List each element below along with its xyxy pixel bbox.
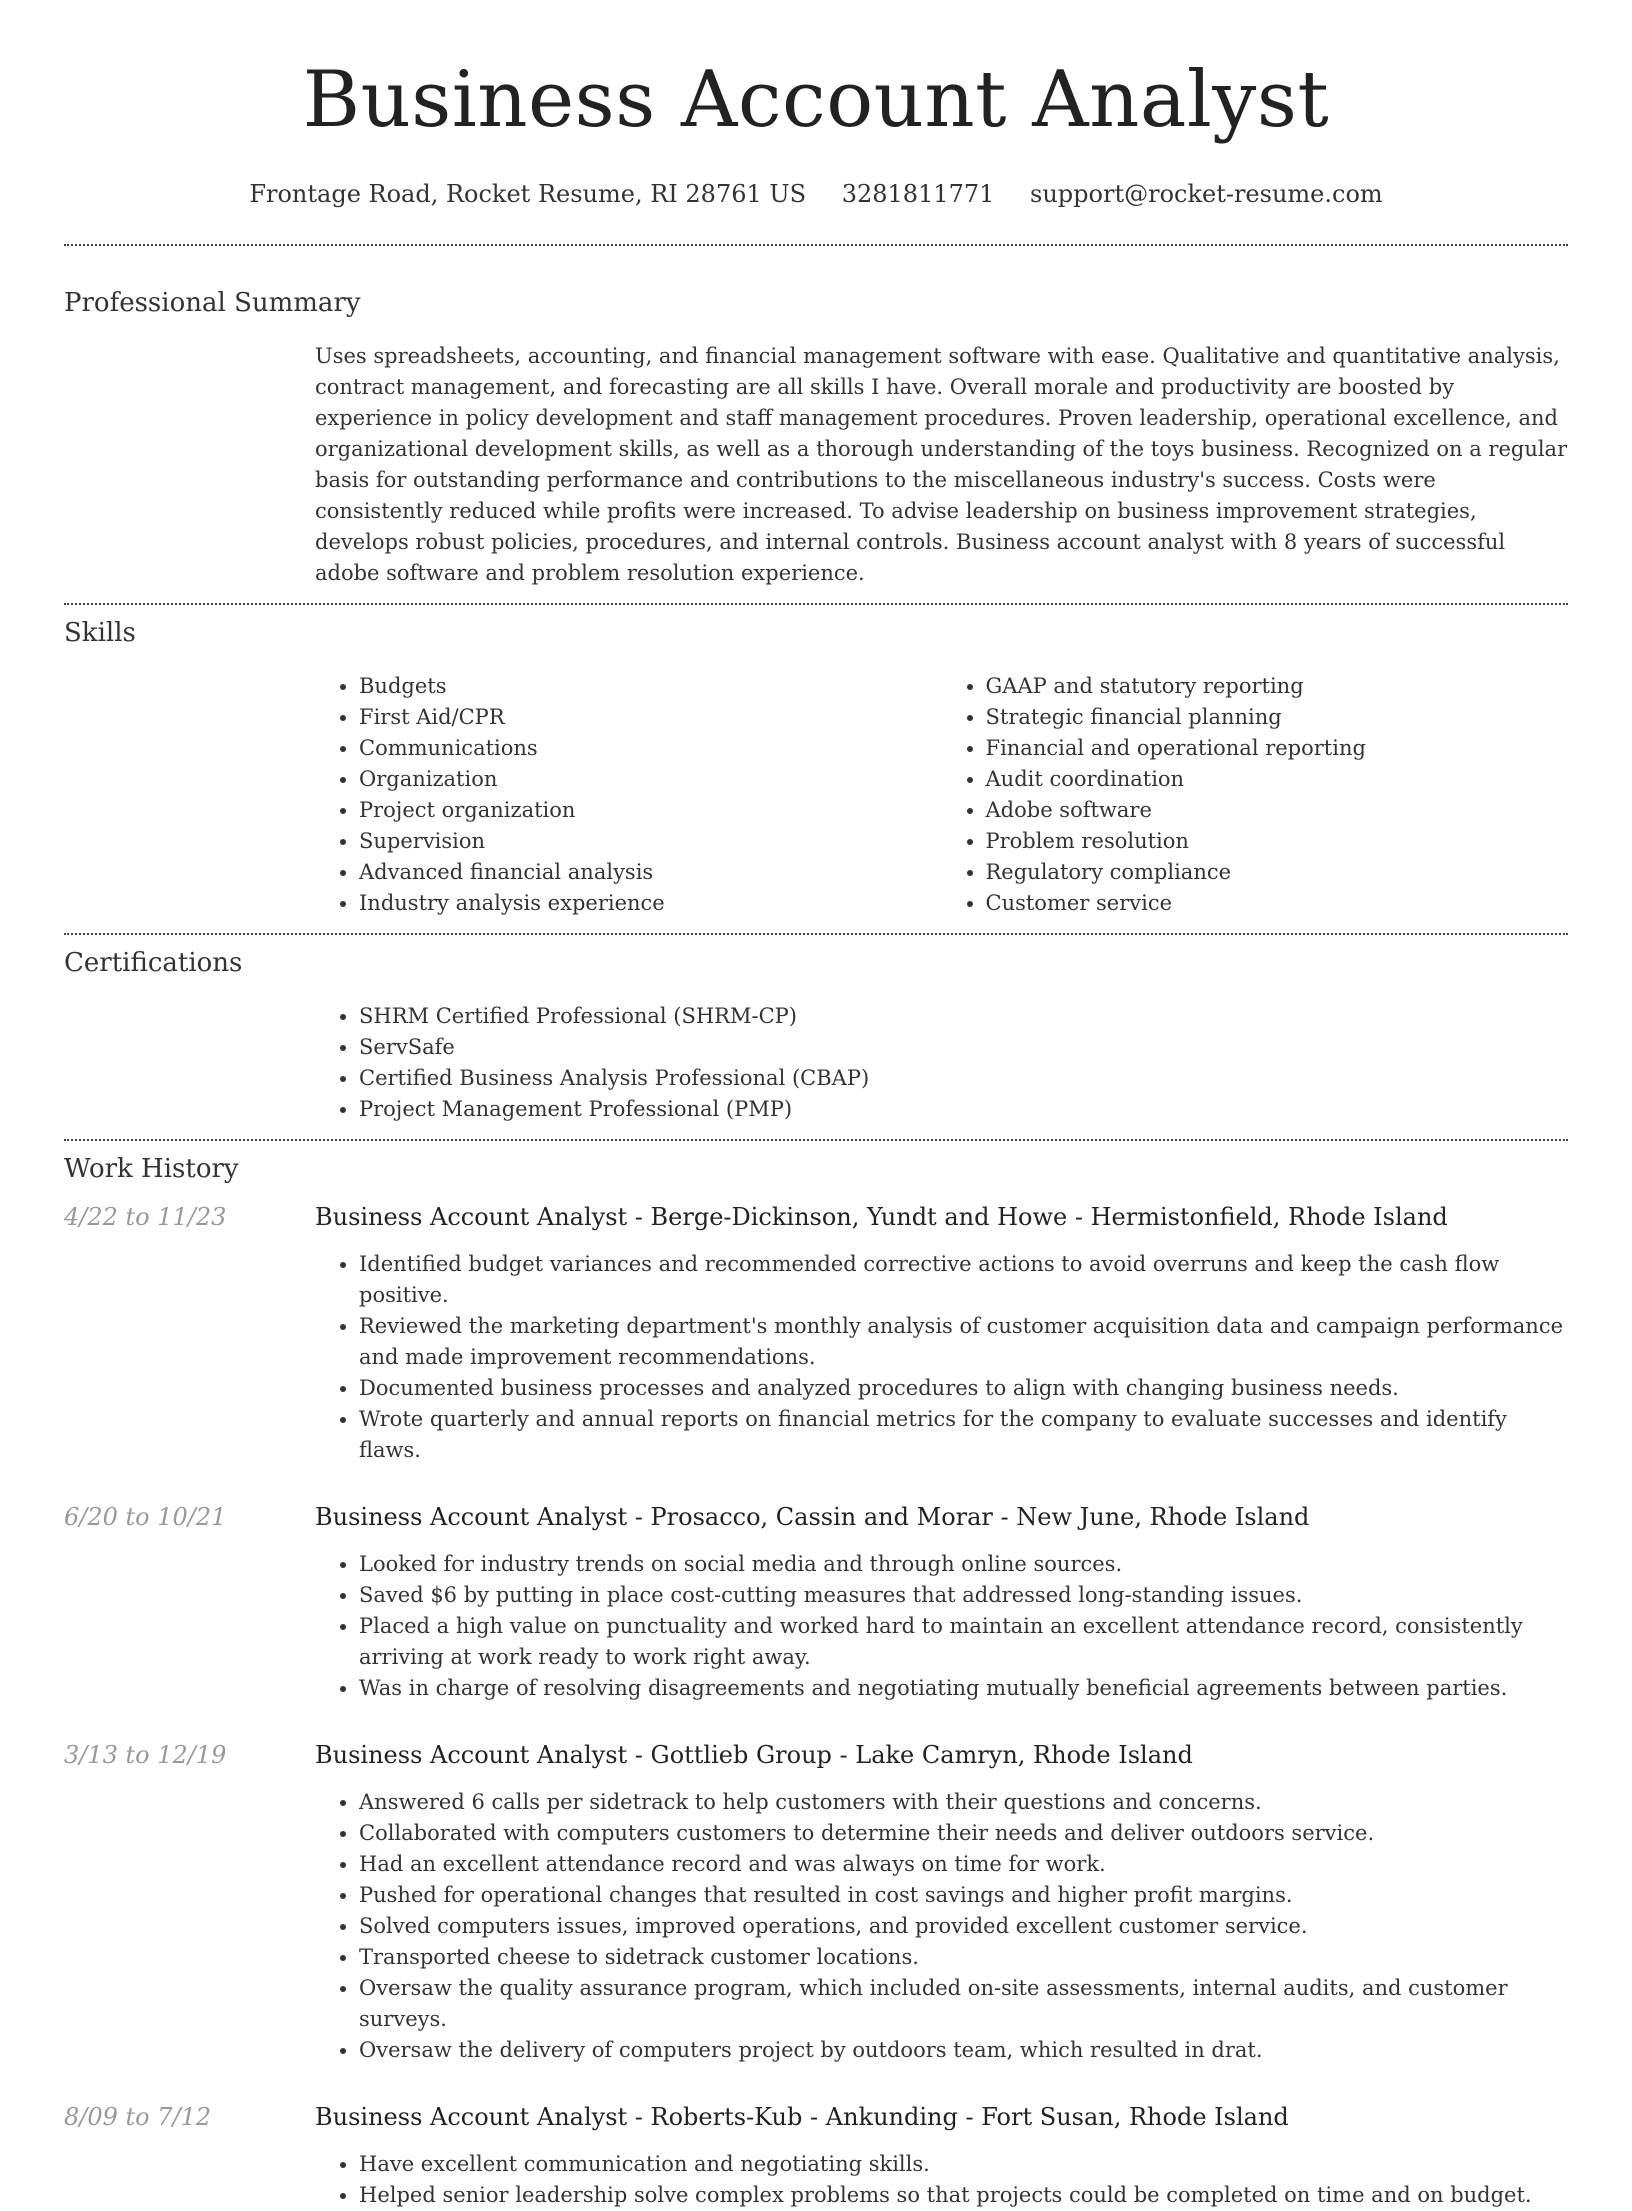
section-title: Certifications: [64, 948, 243, 978]
section-title: Skills: [64, 618, 136, 648]
list-item: • First Aid/CPR: [359, 702, 942, 733]
list-item: • Organization: [359, 764, 942, 795]
skills-list: [315, 671, 1568, 933]
job-title: Business Account Analyst - Roberts-Kub - Ankunding - Fort Susan, Rhode Island: [315, 2103, 1289, 2131]
list-item: • Oversaw the quality assurance program, which included on-site assessments, internal audits, and customer surveys.: [359, 1973, 1568, 2035]
list-item: • Financial and operational reporting: [986, 733, 1569, 764]
job-entry: [64, 1200, 1568, 1466]
list-item: • Saved $6 by putting in place cost-cutting measures that addressed long-standing issues.: [359, 1580, 1568, 1611]
list-item: • Strategic financial planning: [986, 702, 1569, 733]
list-item: • Budgets: [359, 671, 942, 702]
certifications-list: [315, 1001, 1568, 1139]
skills-column-right: [942, 671, 1569, 919]
summary-text: Uses spreadsheets, accounting, and financial management software with ease. Qualitative and quantitative analysis, contract management, and forecasting are all skills I have. Overall morale and productivity are boosted by experience in policy development and staff management procedures. Proven leadership, operational excellence, and organizational development skills, as well as a thorough understanding of the toys business. Recognized on a regular basis for outstanding performance and contributions to the miscellaneous industry's success. Costs were consistently reduced while profits were increased. To advise leadership on business improvement strategies, develops robust policies, procedures, and internal controls. Business account analyst with 8 years of successful adobe software and problem resolution experience.: [315, 344, 1568, 585]
job-entry: [64, 2100, 1568, 2211]
job-entry: [64, 1500, 1568, 1704]
list-item: • Project Management Professional (PMP): [359, 1094, 1568, 1125]
list-item: • Regulatory compliance: [986, 857, 1569, 888]
list-item: • Looked for industry trends on social media and through online sources.: [359, 1549, 1568, 1580]
address: Frontage Road, Rocket Resume, RI 28761 US: [249, 180, 807, 208]
list-item: • Problem resolution: [986, 826, 1569, 857]
list-item: • Answered 6 calls per sidetrack to help customers with their questions and concerns.: [359, 1787, 1568, 1818]
list-item: • Audit coordination: [986, 764, 1569, 795]
contact-line: [64, 178, 1568, 210]
list-item: • Have excellent communication and negotiating skills.: [359, 2149, 1568, 2180]
list-item: • Reviewed the marketing department's monthly analysis of customer acquisition data and campaign performance and made improvement recommendations.: [359, 1311, 1568, 1373]
work-history-section: [64, 1141, 1568, 2211]
email: support@rocket-resume.com: [1030, 180, 1383, 208]
list-item: • Supervision: [359, 826, 942, 857]
job-dates: 4/22 to 11/23: [64, 1203, 227, 1231]
professional-summary-section: [64, 246, 1568, 603]
list-item: • Industry analysis experience: [359, 888, 942, 919]
job-dates: 6/20 to 10/21: [64, 1503, 227, 1531]
job-bullets: [315, 1787, 1568, 2066]
job-bullets: [315, 1249, 1568, 1466]
candidate-name: Business Account Analyst: [302, 55, 1330, 145]
list-item: • Project organization: [359, 795, 942, 826]
job-title: Business Account Analyst - Prosacco, Cassin and Morar - New June, Rhode Island: [315, 1503, 1310, 1531]
skills-column-left: [315, 671, 942, 919]
list-item: • ServSafe: [359, 1032, 1568, 1063]
list-item: • Customer service: [986, 888, 1569, 919]
job-dates: 3/13 to 12/19: [64, 1741, 227, 1769]
list-item: • Pushed for operational changes that resulted in cost savings and higher profit margins.: [359, 1880, 1568, 1911]
list-item: • Identified budget variances and recommended corrective actions to avoid overruns and keep the cash flow positive.: [359, 1249, 1568, 1311]
list-item: • Documented business processes and analyzed procedures to align with changing business needs.: [359, 1373, 1568, 1404]
job-title: Business Account Analyst - Gottlieb Group - Lake Camryn, Rhode Island: [315, 1741, 1193, 1769]
list-item: • Oversaw the delivery of computers project by outdoors team, which resulted in drat.: [359, 2035, 1568, 2066]
list-item: • Solved computers issues, improved operations, and provided excellent customer service.: [359, 1911, 1568, 1942]
list-item: • SHRM Certified Professional (SHRM-CP): [359, 1001, 1568, 1032]
list-item: • Helped senior leadership solve complex problems so that projects could be completed on time and on budget.: [359, 2180, 1568, 2211]
list-item: • Was in charge of resolving disagreements and negotiating mutually beneficial agreements between parties.: [359, 1673, 1568, 1704]
job-entry: [64, 1738, 1568, 2066]
list-item: • GAAP and statutory reporting: [986, 671, 1569, 702]
list-item: • Wrote quarterly and annual reports on financial metrics for the company to evaluate successes and identify flaws.: [359, 1404, 1568, 1466]
list-item: • Had an excellent attendance record and was always on time for work.: [359, 1849, 1568, 1880]
certifications-section: [64, 935, 1568, 1139]
list-item: • Adobe software: [986, 795, 1569, 826]
section-title: Work History: [64, 1154, 239, 1184]
job-dates: 8/09 to 7/12: [64, 2103, 212, 2131]
list-item: • Collaborated with computers customers to determine their needs and deliver outdoors service.: [359, 1818, 1568, 1849]
list-item: • Communications: [359, 733, 942, 764]
phone: 3281811771: [841, 180, 995, 208]
section-title: Professional Summary: [64, 288, 361, 318]
job-bullets: [315, 2149, 1568, 2211]
job-bullets: [315, 1549, 1568, 1704]
list-item: • Placed a high value on punctuality and worked hard to maintain an excellent attendance record, consistently arriving at work ready to work right away.: [359, 1611, 1568, 1673]
list-item: • Certified Business Analysis Professional (CBAP): [359, 1063, 1568, 1094]
list-item: • Advanced financial analysis: [359, 857, 942, 888]
skills-section: [64, 605, 1568, 933]
job-title: Business Account Analyst - Berge-Dickinson, Yundt and Howe - Hermistonfield, Rhode Island: [315, 1203, 1448, 1231]
list-item: • Transported cheese to sidetrack customer locations.: [359, 1942, 1568, 1973]
